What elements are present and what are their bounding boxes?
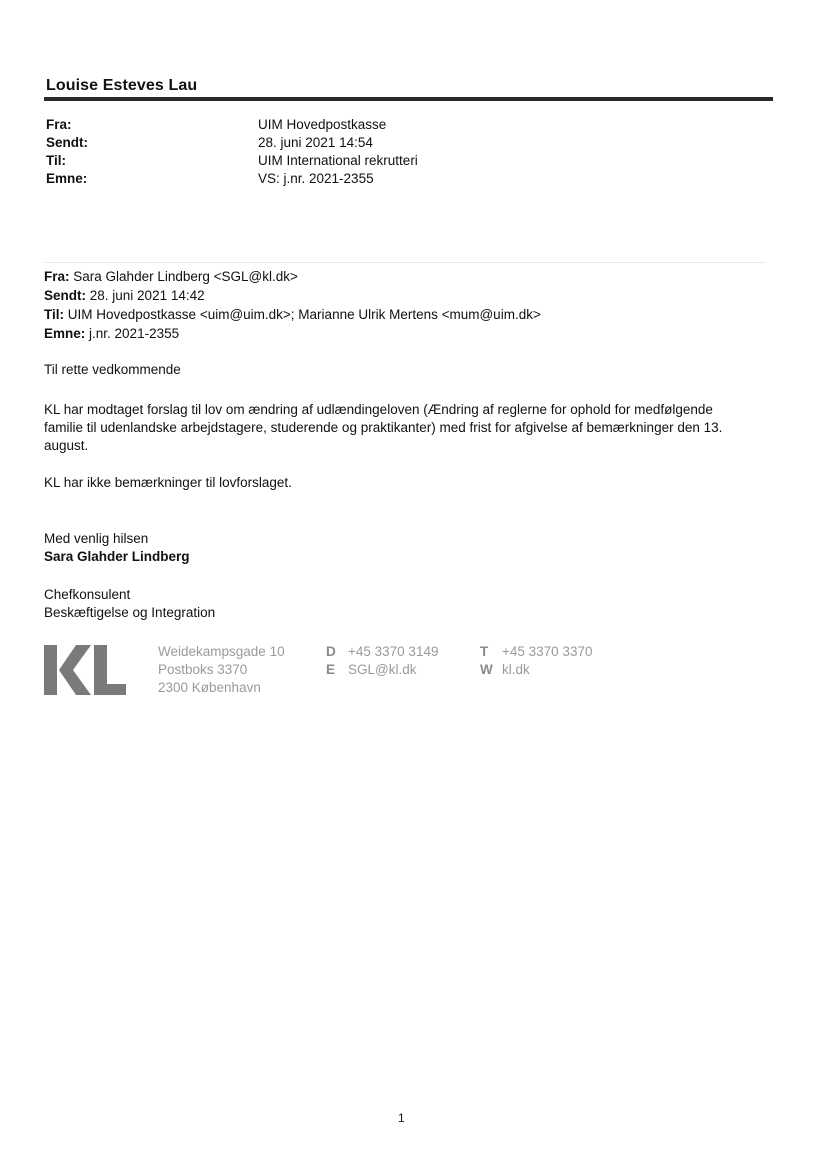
header-value: UIM Hovedpostkasse <box>258 117 387 132</box>
body-paragraph: KL har ikke bemærkninger til lovforslaget. <box>44 475 292 490</box>
address-pobox: Postboks 3370 <box>158 662 248 677</box>
forwarded-header <box>44 267 541 343</box>
website-label: W <box>480 662 493 677</box>
signer-title-block <box>44 586 774 622</box>
website <box>480 661 592 679</box>
mailbox-owner-name: Louise Esteves Lau <box>46 77 198 94</box>
email-label: E <box>326 662 336 677</box>
body-line: familie til udenlandske arbejdstagere, studerende og praktikanter) med frist for afgivelse af bemærkninger den 13. <box>44 420 723 435</box>
address-street: Weidekampsgade 10 <box>158 644 285 659</box>
signature-address <box>158 643 285 697</box>
header-value: VS: j.nr. 2021-2355 <box>258 171 374 186</box>
header-value: 28. juni 2021 14:54 <box>258 135 373 150</box>
forwarded-sent-value: 28. juni 2021 14:42 <box>89 288 205 303</box>
forwarded-from <box>44 267 541 286</box>
greeting: Til rette vedkommende <box>44 362 181 377</box>
direct-phone <box>326 643 438 661</box>
closing-block <box>44 530 774 566</box>
forwarded-subject-value: j.nr. 2021-2355 <box>89 326 180 341</box>
signature-direct-contact <box>326 643 438 679</box>
header-key: Emne: <box>46 171 88 186</box>
forwarded-from-label: Fra: <box>44 269 70 284</box>
header-row-from <box>46 116 418 134</box>
email-header-table <box>46 116 418 188</box>
forwarded-sent-label: Sendt: <box>44 288 86 303</box>
signature-general-contact <box>480 643 592 679</box>
email-value: SGL@kl.dk <box>348 662 417 677</box>
forwarded-sent <box>44 286 541 305</box>
kl-logo <box>44 645 126 695</box>
header-key: Sendt: <box>46 135 88 150</box>
header-row-sent <box>46 134 418 152</box>
website-value: kl.dk <box>502 662 530 677</box>
main-phone <box>480 643 592 661</box>
email <box>326 661 438 679</box>
header-row-subject <box>46 170 418 188</box>
signer-name: Sara Glahder Lindberg <box>44 549 190 564</box>
header-key: Til: <box>46 153 66 168</box>
address-city: 2300 København <box>158 680 261 695</box>
header-row-to <box>46 152 418 170</box>
header-value: UIM International rekrutteri <box>258 153 418 168</box>
forward-separator <box>44 262 766 263</box>
direct-phone-label: D <box>326 644 336 659</box>
main-phone-label: T <box>480 644 489 659</box>
main-phone-value: +45 3370 3370 <box>502 644 593 659</box>
forwarded-to-value: UIM Hovedpostkasse <uim@uim.dk>; Marianne Ulrik Mertens <mum@uim.dk> <box>67 307 541 322</box>
header-key: Fra: <box>46 117 72 132</box>
forwarded-to-label: Til: <box>44 307 64 322</box>
forwarded-from-value: Sara Glahder Lindberg <SGL@kl.dk> <box>73 269 298 284</box>
page-number: 1 <box>398 1111 405 1125</box>
forwarded-subject-label: Emne: <box>44 326 86 341</box>
forwarded-to <box>44 305 541 324</box>
closing-phrase: Med venlig hilsen <box>44 531 149 546</box>
department: Beskæftigelse og Integration <box>44 605 216 620</box>
body-paragraph <box>44 401 774 455</box>
job-title: Chefkonsulent <box>44 587 131 602</box>
direct-phone-value: +45 3370 3149 <box>348 644 439 659</box>
body-line: august. <box>44 438 89 453</box>
header-rule <box>44 97 773 101</box>
forwarded-subject <box>44 324 541 343</box>
body-line: KL har modtaget forslag til lov om ændring af udlændingeloven (Ændring af reglerne for ophold for medfølgende <box>44 402 713 417</box>
